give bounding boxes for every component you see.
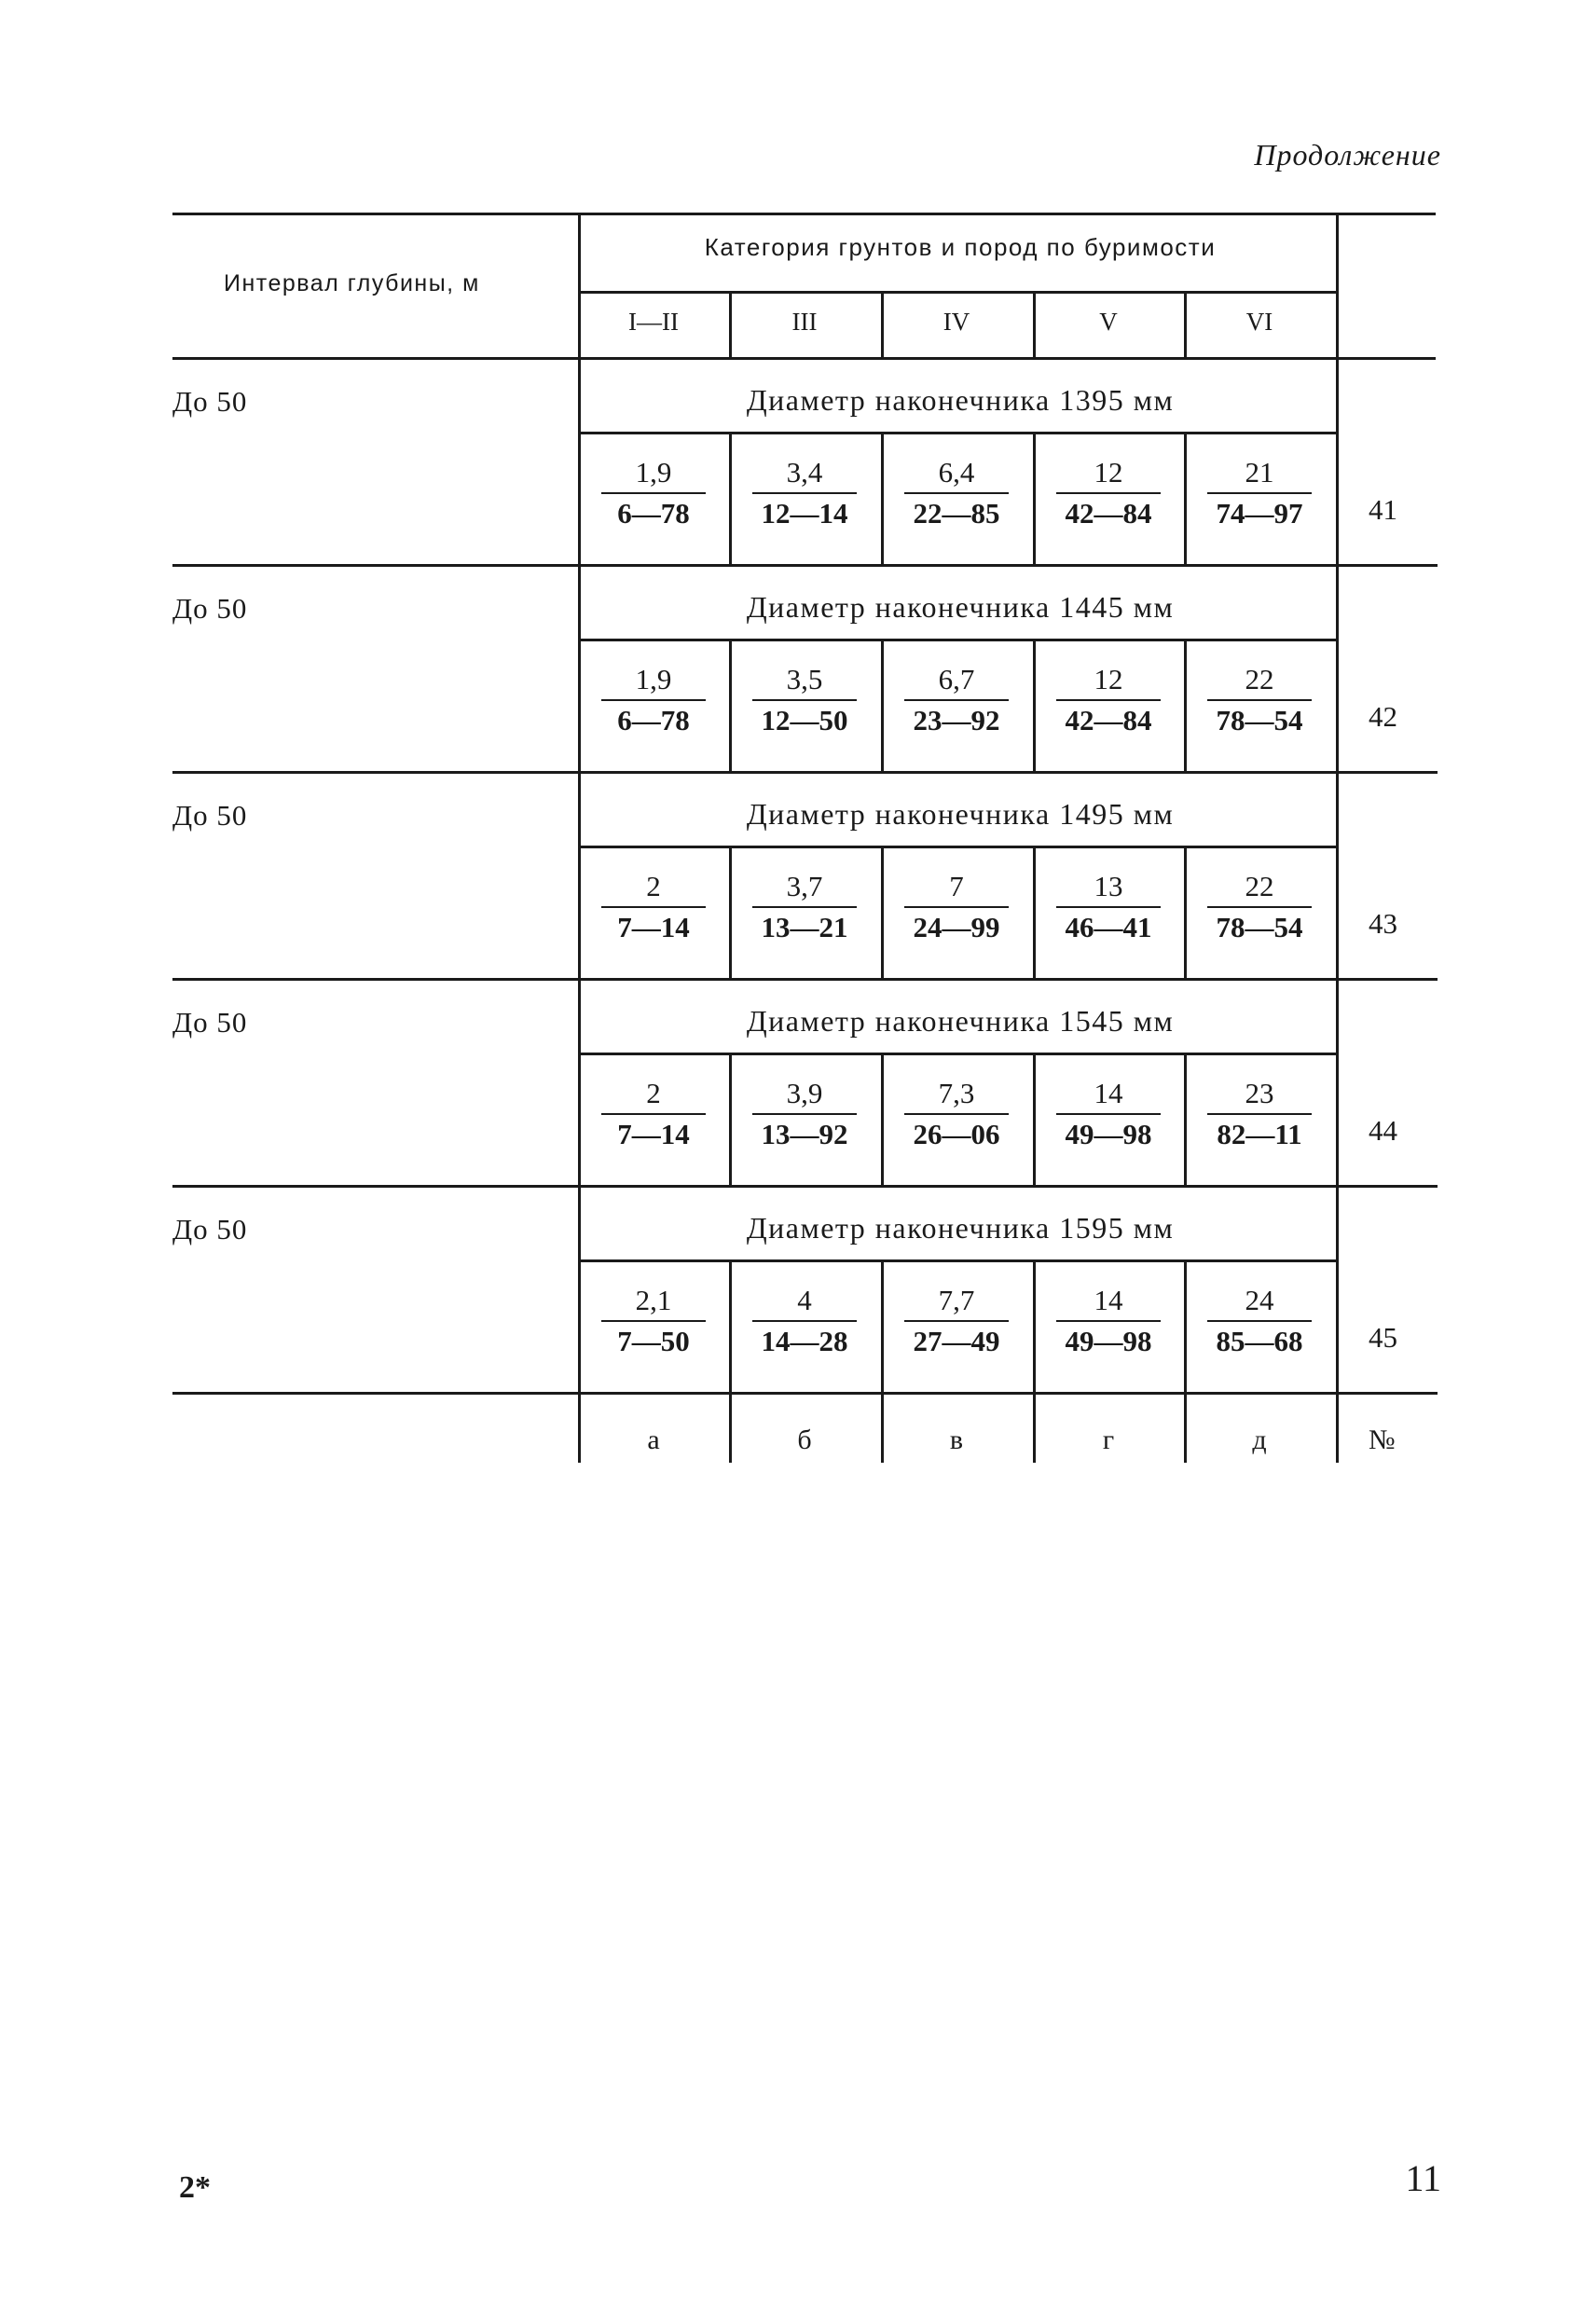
header-interval: Интервал глубины, м [224, 270, 480, 296]
tip-diameter: Диаметр наконечника 1595 мм [746, 1211, 1175, 1245]
cell-border [729, 639, 732, 771]
row-number: 43 [1369, 907, 1397, 940]
value-denominator: 7—14 [617, 1118, 690, 1150]
cell-border [1184, 1259, 1187, 1392]
value-numerator: 3,4 [752, 454, 857, 494]
value-cell [592, 1075, 715, 1154]
cell-border [881, 432, 884, 564]
value-numerator: 23 [1207, 1075, 1312, 1115]
header-column-3: IV [942, 308, 970, 336]
value-cell [1047, 661, 1170, 740]
value-denominator: 6—78 [617, 497, 690, 530]
value-denominator: 7—50 [617, 1325, 690, 1357]
value-cell [1198, 868, 1321, 947]
value-cell [895, 868, 1018, 947]
value-denominator: 23—92 [913, 704, 1000, 736]
cell-border [1184, 432, 1187, 564]
cell-border [1033, 432, 1036, 564]
value-denominator: 82—11 [1217, 1118, 1302, 1150]
value-numerator: 1,9 [601, 454, 706, 494]
cell-border [1184, 639, 1187, 771]
value-numerator: 7,7 [904, 1282, 1009, 1322]
value-cell [1198, 1282, 1321, 1361]
value-denominator: 26—06 [913, 1118, 1000, 1150]
value-denominator: 12—50 [761, 704, 848, 736]
cell-border [881, 639, 884, 771]
value-cell [592, 868, 715, 947]
value-cell [895, 1075, 1018, 1154]
value-cell [743, 1075, 866, 1154]
value-numerator: 7,3 [904, 1075, 1009, 1115]
value-denominator: 6—78 [617, 704, 690, 736]
value-cell [895, 661, 1018, 740]
value-denominator: 22—85 [913, 497, 1000, 530]
value-numerator: 22 [1207, 868, 1312, 908]
footer-border [1336, 1392, 1339, 1463]
value-cell [592, 454, 715, 533]
value-numerator: 2,1 [601, 1282, 706, 1322]
value-denominator: 46—41 [1065, 911, 1152, 943]
value-cell [592, 661, 715, 740]
row-separator [172, 564, 1436, 567]
value-numerator: 12 [1056, 454, 1161, 494]
value-denominator: 49—98 [1065, 1325, 1152, 1357]
depth-interval: До 50 [172, 799, 248, 832]
value-cell [592, 1282, 715, 1361]
value-cell [743, 1282, 866, 1361]
depth-interval: До 50 [172, 1006, 248, 1039]
value-numerator: 12 [1056, 661, 1161, 701]
value-cell [743, 868, 866, 947]
header-column-1: I—II [628, 308, 679, 336]
cell-border [729, 432, 732, 564]
value-cell [1198, 661, 1321, 740]
value-cell [743, 454, 866, 533]
cell-border [1033, 639, 1036, 771]
value-denominator: 78—54 [1216, 704, 1303, 736]
value-numerator: 6,4 [904, 454, 1009, 494]
signature-mark: 2* [179, 2170, 211, 2205]
cell-border [1033, 1259, 1036, 1392]
continuation-label: Продолжение [1254, 138, 1441, 172]
value-numerator: 3,5 [752, 661, 857, 701]
cell-border [729, 846, 732, 978]
header-sub-rule [578, 291, 1336, 294]
cell-border [729, 1259, 732, 1392]
value-numerator: 3,9 [752, 1075, 857, 1115]
column-letter: г [1102, 1424, 1115, 1455]
value-numerator: 22 [1207, 661, 1312, 701]
value-numerator: 4 [752, 1282, 857, 1322]
value-denominator: 13—92 [761, 1118, 848, 1150]
value-denominator: 49—98 [1065, 1118, 1152, 1150]
header-column-5: VI [1245, 308, 1273, 336]
row-number: 45 [1369, 1321, 1397, 1354]
value-numerator: 6,7 [904, 661, 1009, 701]
value-cell [743, 661, 866, 740]
cell-border [1033, 1053, 1036, 1185]
tip-diameter: Диаметр наконечника 1495 мм [746, 797, 1175, 831]
tip-diameter: Диаметр наконечника 1445 мм [746, 590, 1175, 624]
cell-border [1184, 1053, 1187, 1185]
row-separator [172, 771, 1436, 774]
column-letter: в [949, 1424, 964, 1455]
row-number: 42 [1369, 700, 1397, 733]
page-number: 11 [1405, 2157, 1441, 2199]
diameter-rule [578, 432, 1336, 434]
header-bottom-rule [172, 357, 1436, 360]
cell-border [1184, 846, 1187, 978]
depth-interval: До 50 [172, 592, 248, 625]
cell-border [1033, 846, 1036, 978]
value-denominator: 42—84 [1065, 704, 1152, 736]
column-letter: а [647, 1424, 660, 1455]
column-letter: д [1252, 1424, 1267, 1455]
value-numerator: 14 [1056, 1282, 1161, 1322]
value-denominator: 13—21 [761, 911, 848, 943]
value-numerator: 7 [904, 868, 1009, 908]
row-separator [172, 978, 1436, 981]
value-numerator: 3,7 [752, 868, 857, 908]
header-column-4: V [1099, 308, 1118, 336]
value-denominator: 14—28 [761, 1325, 848, 1357]
header-column-2: III [791, 308, 818, 336]
row-number: 41 [1369, 493, 1397, 526]
number-label: № [1369, 1424, 1396, 1455]
value-denominator: 12—14 [761, 497, 848, 530]
value-cell [1047, 1282, 1170, 1361]
value-cell [895, 1282, 1018, 1361]
value-denominator: 85—68 [1216, 1325, 1303, 1357]
table-top-rule [172, 213, 1436, 215]
value-denominator: 74—97 [1216, 497, 1303, 530]
value-denominator: 7—14 [617, 911, 690, 943]
table-bottom-rule [172, 1392, 1436, 1395]
value-numerator: 1,9 [601, 661, 706, 701]
value-cell [1198, 1075, 1321, 1154]
value-numerator: 21 [1207, 454, 1312, 494]
column-letter: б [797, 1424, 812, 1455]
value-numerator: 14 [1056, 1075, 1161, 1115]
diameter-rule [578, 1053, 1336, 1055]
header-category: Категория грунтов и пород по буримости [704, 233, 1217, 261]
value-cell [1198, 454, 1321, 533]
depth-interval: До 50 [172, 385, 248, 418]
row-separator [172, 1185, 1436, 1188]
value-numerator: 24 [1207, 1282, 1312, 1322]
value-denominator: 27—49 [913, 1325, 1000, 1357]
diameter-rule [578, 1259, 1336, 1262]
tip-diameter: Диаметр наконечника 1395 мм [746, 383, 1175, 417]
value-cell [1047, 1075, 1170, 1154]
row-number: 44 [1369, 1114, 1397, 1147]
value-denominator: 78—54 [1216, 911, 1303, 943]
tip-diameter: Диаметр наконечника 1545 мм [746, 1004, 1175, 1038]
value-numerator: 13 [1056, 868, 1161, 908]
diameter-rule [578, 846, 1336, 848]
value-denominator: 42—84 [1065, 497, 1152, 530]
depth-interval: До 50 [172, 1213, 248, 1245]
cell-border [729, 1053, 732, 1185]
cell-border [881, 1259, 884, 1392]
value-cell [895, 454, 1018, 533]
value-cell [1047, 868, 1170, 947]
cell-border [881, 1053, 884, 1185]
value-numerator: 2 [601, 868, 706, 908]
diameter-rule [578, 639, 1336, 641]
value-denominator: 24—99 [913, 911, 1000, 943]
value-cell [1047, 454, 1170, 533]
value-numerator: 2 [601, 1075, 706, 1115]
cell-border [881, 846, 884, 978]
